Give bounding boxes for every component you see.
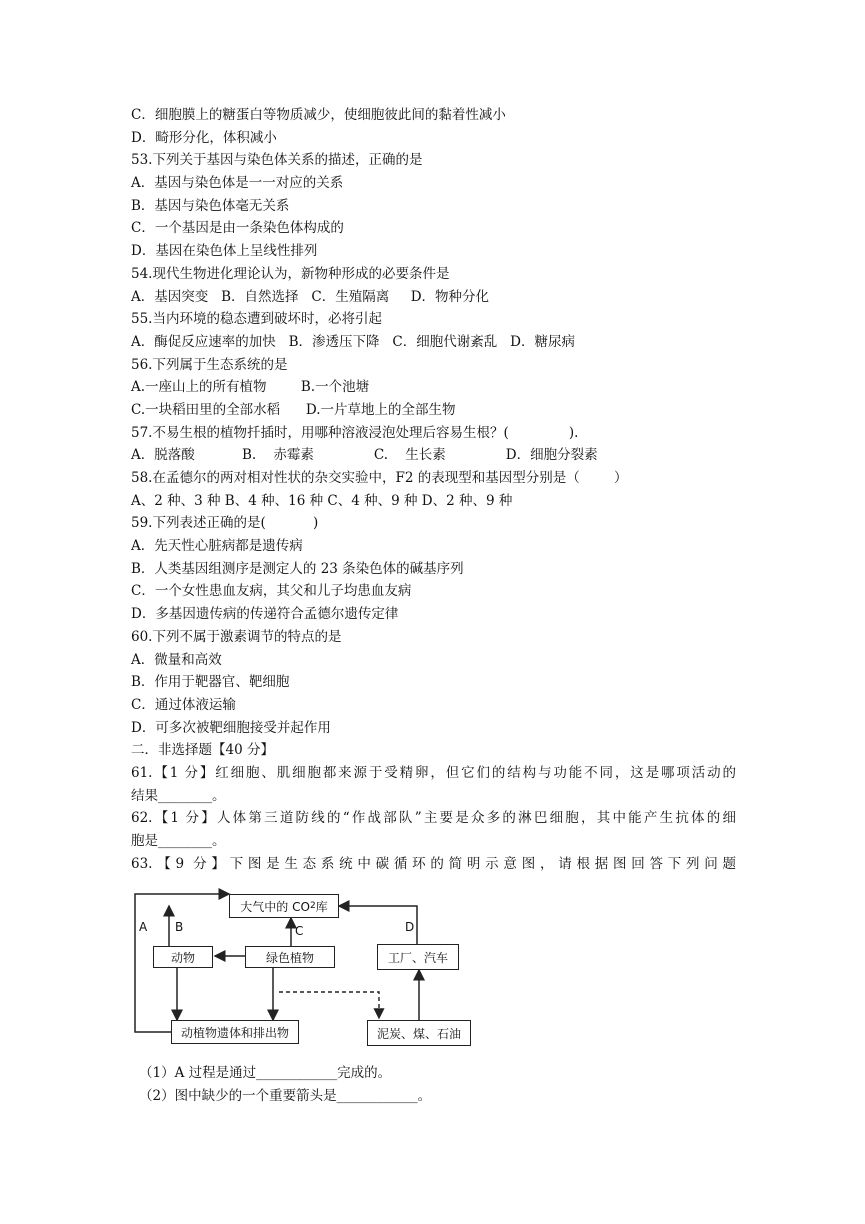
question-60: 60.下列不属于激素调节的特点的是 <box>131 628 342 645</box>
label-c: C <box>295 924 304 938</box>
text-line: D．畸形分化，体积减小 <box>131 129 277 146</box>
sub-question-1: （1）A 过程是通过____________完成的。 <box>139 1065 392 1081</box>
question-56: 56.下列属于生态系统的是 <box>131 356 288 373</box>
label-a: A <box>139 920 148 934</box>
option: A．基因突变 B．自然选择 C．生殖隔离 D．物种分化 <box>131 288 490 305</box>
option: A．先天性心脏病都是遗传病 <box>131 538 303 555</box>
option: A.一座山上的所有植物 B.一个池塘 <box>131 379 370 396</box>
question-55: 55.当内环境的稳态遭到破坏时，必将引起 <box>131 311 382 328</box>
option: B．作用于靶器官、靶细胞 <box>131 674 290 691</box>
option: A、2 种、3 种 B、4 种、16 种 C、4 种、9 种 D、2 种、9 种 <box>131 492 513 509</box>
section-heading: 二．非选择题【40 分】 <box>131 742 274 759</box>
question-62: 62.【1 分】人体第三道防线的“作战部队”主要是众多的淋巴细胞，其中能产生抗体的细 <box>131 810 736 827</box>
animals-box: 动物 <box>153 946 213 968</box>
question-57: 57.不易生根的植物扦插时，用哪种溶液浸泡处理后容易生根？( ). <box>131 424 579 441</box>
label-d: D <box>405 920 415 934</box>
text-line: 结果________。 <box>131 787 226 804</box>
sub-questions <box>131 1062 736 1107</box>
factory-box: 工厂、汽车 <box>377 944 459 970</box>
co2-subscript: 2 <box>309 901 316 911</box>
question-61: 61.【1 分】红细胞、肌细胞都来源于受精卵，但它们的结构与功能不同，这是哪项活动的 <box>131 764 736 781</box>
remains-box: 动植物遗体和排出物 <box>171 1020 299 1044</box>
co2-pool-box <box>229 894 339 918</box>
arrow-dashed <box>279 992 379 1018</box>
option: D．基因在染色体上呈线性排列 <box>131 243 318 260</box>
option: A．脱落酸 B. 赤霉素 C. 生长素 D．细胞分裂素 <box>131 447 598 464</box>
co2-label: 大气中的 CO <box>240 899 310 914</box>
question-54: 54.现代生物进化理论认为，新物种形成的必要条件是 <box>131 265 450 282</box>
option: B．基因与染色体毫无关系 <box>131 197 290 214</box>
option: C．一个基因是由一条染色体构成的 <box>131 220 344 237</box>
option: D．可多次被靶细胞接受并起作用 <box>131 719 331 736</box>
option: A．基因与染色体是一一对应的关系 <box>131 175 344 192</box>
question-59: 59.下列表述正确的是( ) <box>131 515 319 532</box>
question-63: 63.【9 分】下图是生态系统中碳循环的简明示意图，请根据图回答下列问题 <box>131 855 736 872</box>
question-58: 58.在孟德尔的两对相对性状的杂交实验中，F2 的表现型和基因型分别是（ ） <box>131 470 628 486</box>
sub-question-2: （2）图中缺少的一个重要箭头是____________。 <box>139 1087 432 1104</box>
label-b: B <box>175 920 184 934</box>
option: B．人类基因组测序是测定人的 23 条染色体的碱基序列 <box>131 560 464 577</box>
option: A．酶促反应速率的加快 B．渗透压下降 C．细胞代谢紊乱 D．糖尿病 <box>131 333 575 350</box>
text-line: 胞是________。 <box>131 833 226 849</box>
co2-tail: 库 <box>315 899 328 914</box>
option: D．多基因遗传病的传递符合孟德尔遗传定律 <box>131 606 399 623</box>
carbon-cycle-diagram <box>133 884 478 1056</box>
option: C．通过体液运输 <box>131 696 236 713</box>
option: C.一块稻田里的全部水稻 D.一片草地上的全部生物 <box>131 401 456 418</box>
option: C．一个女性患血友病，其父和儿子均患血友病 <box>131 583 412 600</box>
question-53: 53.下列关于基因与染色体关系的描述，正确的是 <box>131 152 423 169</box>
option: A．微量和高效 <box>131 651 222 668</box>
document-body <box>131 104 736 875</box>
fuels-box: 泥炭、煤、石油 <box>367 1020 471 1046</box>
plants-box: 绿色植物 <box>245 946 335 968</box>
text-line: C．细胞膜上的糖蛋白等物质减少，使细胞彼此间的黏着性减小 <box>131 107 506 123</box>
